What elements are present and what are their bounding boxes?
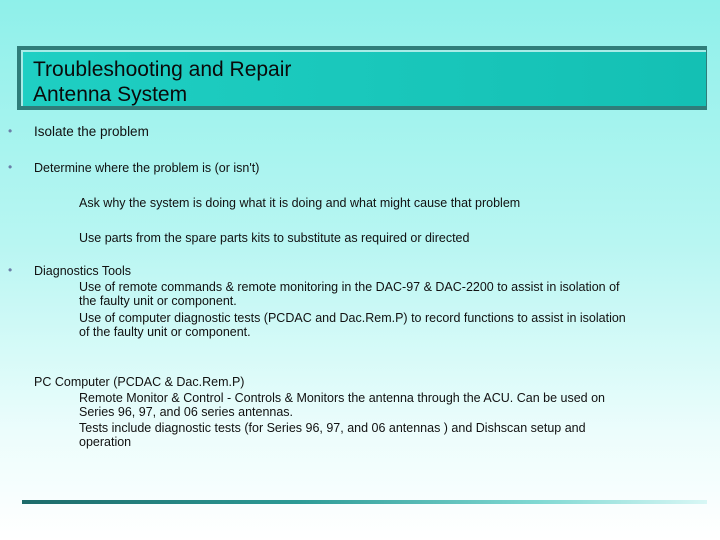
pc-tests-2: operation bbox=[79, 435, 132, 449]
bullet-isolate-problem: Isolate the problem bbox=[34, 124, 149, 139]
sub-item-ask-why: Ask why the system is doing what it is doing and what might cause that problem bbox=[79, 196, 521, 210]
footer-gradient-bar bbox=[22, 500, 707, 504]
sub-item-remote-commands-2: the faulty unit or component. bbox=[79, 294, 237, 308]
slide-title-line-2: Antenna System bbox=[33, 83, 188, 106]
slide-title-box bbox=[21, 50, 706, 106]
pc-remote-monitor-1: Remote Monitor & Control - Controls & Monitors the antenna through the ACU. Can be used on bbox=[79, 391, 605, 405]
bullet-diagnostics-tools: Diagnostics Tools bbox=[34, 264, 132, 278]
sub-item-computer-diagnostic-1: Use of computer diagnostic tests (PCDAC and Dac.Rem.P) to record functions to assist in isolation bbox=[79, 311, 626, 325]
sub-item-computer-diagnostic-2: of the faulty unit or component. bbox=[79, 325, 251, 339]
bullet-dot: • bbox=[8, 160, 13, 174]
sub-item-use-parts: Use parts from the spare parts kits to substitute as required or directed bbox=[79, 231, 470, 245]
sub-item-remote-commands-1: Use of remote commands & remote monitoring in the DAC-97 & DAC-2200 to assist in isolation of bbox=[79, 280, 620, 294]
bullet-dot: • bbox=[8, 124, 13, 138]
bullet-dot: • bbox=[8, 263, 13, 277]
bullet-determine-where: Determine where the problem is (or isn't) bbox=[34, 161, 260, 175]
pc-remote-monitor-2: Series 96, 97, and 06 series antennas. bbox=[79, 405, 294, 419]
slide-title-line-1: Troubleshooting and Repair bbox=[33, 58, 292, 81]
pc-computer-heading: PC Computer (PCDAC & Dac.Rem.P) bbox=[34, 375, 245, 389]
pc-tests-1: Tests include diagnostic tests (for Series 96, 97, and 06 antennas ) and Dishscan setup and bbox=[79, 421, 586, 435]
